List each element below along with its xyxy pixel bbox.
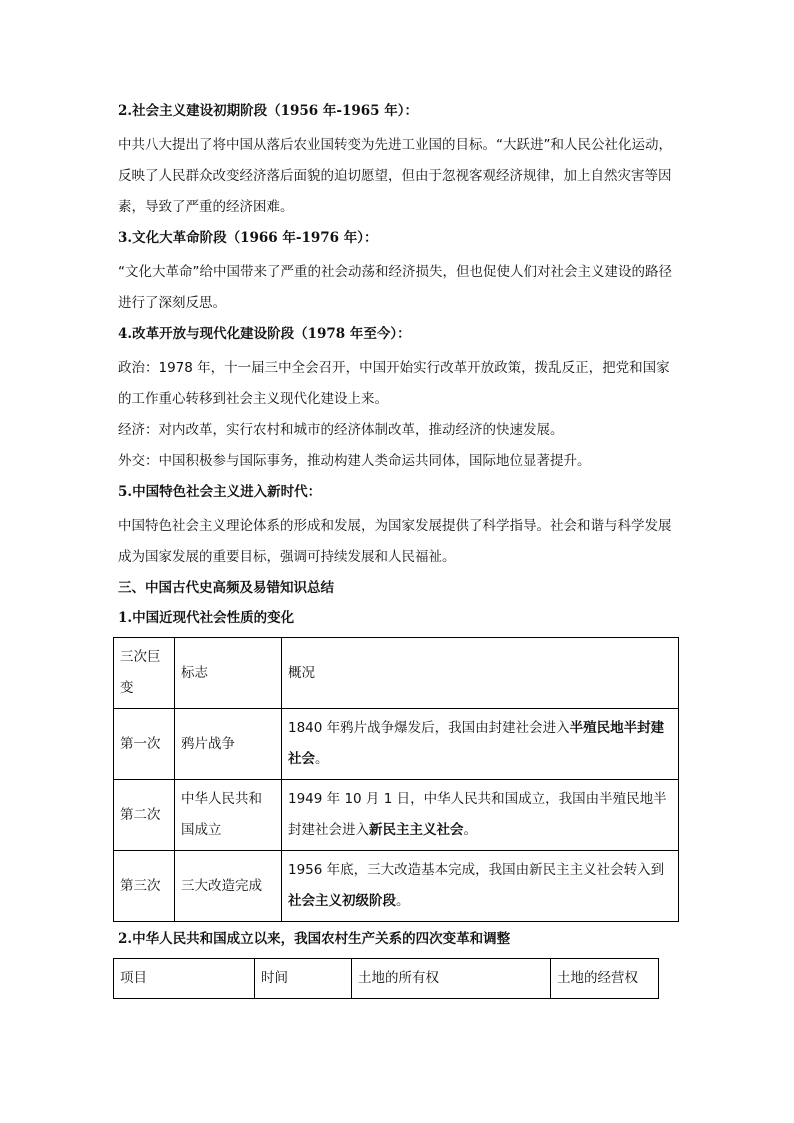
table-cell: 鸦片战争 xyxy=(175,709,282,780)
section-body-5: 中国特色社会主义理论体系的形成和发展，为国家发展提供了科学指导。社会和谐与科学发展成为国家发展的重要目标，强调可持续发展和人民福祉。 xyxy=(118,518,672,565)
table-header-cell: 时间 xyxy=(255,959,352,999)
table-header-cell: 标志 xyxy=(175,638,282,709)
table2-heading: 2.中华人民共和国成立以来，我国农村生产关系的四次变革和调整 xyxy=(118,931,511,947)
rural-relations-table xyxy=(113,958,659,999)
section-heading-2: 2.社会主义建设初期阶段（1956 年-1965 年）： xyxy=(118,103,418,119)
table-header-cell: 土地的经营权 xyxy=(551,959,659,999)
cell-emphasis: 社会主义初级阶段 xyxy=(288,893,396,909)
table-cell: 第一次 xyxy=(114,709,175,780)
cell-text: 。 xyxy=(463,822,477,838)
table-header-cell: 土地的所有权 xyxy=(352,959,551,999)
table-row xyxy=(114,709,679,780)
politics-paragraph: 政治：1978 年，十一届三中全会召开，中国开始实行改革开放政策，拨乱反正，把党和国家的工作重心转移到社会主义现代化建设上来。 xyxy=(118,360,670,407)
table-header-cell: 概况 xyxy=(282,638,679,709)
cell-text: 1949 年 10 月 1 日，中华人民共和国成立，我国由半殖民地半封建社会进入 xyxy=(288,791,667,838)
table-cell: 第二次 xyxy=(114,780,175,851)
table-header-row xyxy=(114,959,659,999)
table-header-cell: 项目 xyxy=(114,959,255,999)
section-body-2: 中共八大提出了将中国从落后农业国转变为先进工业国的目标。“大跃进”和人民公社化运动，反映了人民群众改变经济落后面貌的迫切愿望，但由于忽视客观经济规律，加上自然灾害等因素，导致了严重的经济困难。 xyxy=(118,137,672,215)
diplomacy-paragraph: 外交：中国积极参与国际事务，推动构建人类命运共同体，国际地位显著提升。 xyxy=(118,453,591,469)
document-content xyxy=(118,98,678,999)
cell-text: 1840 年鸦片战争爆发后，我国由封建社会进入 xyxy=(288,720,570,736)
table-cell xyxy=(282,780,679,851)
table-cell xyxy=(282,851,679,922)
section-heading-3: 3.文化大革命阶段（1966 年-1976 年）： xyxy=(118,230,378,246)
cell-emphasis: 新民主主义社会 xyxy=(369,822,464,838)
cell-text: 。 xyxy=(315,751,329,767)
section-heading-5: 5.中国特色社会主义进入新时代： xyxy=(118,484,322,500)
economy-paragraph: 经济：对内改革，实行农村和城市的经济体制改革，推动经济的快速发展。 xyxy=(118,422,564,438)
section-body-3: “文化大革命”给中国带来了严重的社会动荡和经济损失，但也促使人们对社会主义建设的路径进行了深刻反思。 xyxy=(118,264,672,311)
table-cell: 中华人民共和国成立 xyxy=(175,780,282,851)
table-cell: 第三次 xyxy=(114,851,175,922)
table-row xyxy=(114,780,679,851)
table1-heading: 1.中国近现代社会性质的变化 xyxy=(118,610,295,626)
section-heading-4: 4.改革开放与现代化建设阶段（1978 年至今）： xyxy=(118,326,411,342)
cell-text: 1956 年底，三大改造基本完成，我国由新民主主义社会转入到 xyxy=(288,862,665,878)
table-row xyxy=(114,851,679,922)
cell-text: 。 xyxy=(396,893,410,909)
society-nature-table xyxy=(113,637,679,922)
cell-emphasis: 半殖民地半封建社会 xyxy=(288,720,665,767)
table-cell: 三大改造完成 xyxy=(175,851,282,922)
table-cell xyxy=(282,709,679,780)
table-header-cell: 三次巨变 xyxy=(114,638,175,709)
table-header-row xyxy=(114,638,679,709)
part-three-heading: 三、中国古代史高频及易错知识总结 xyxy=(118,580,334,596)
